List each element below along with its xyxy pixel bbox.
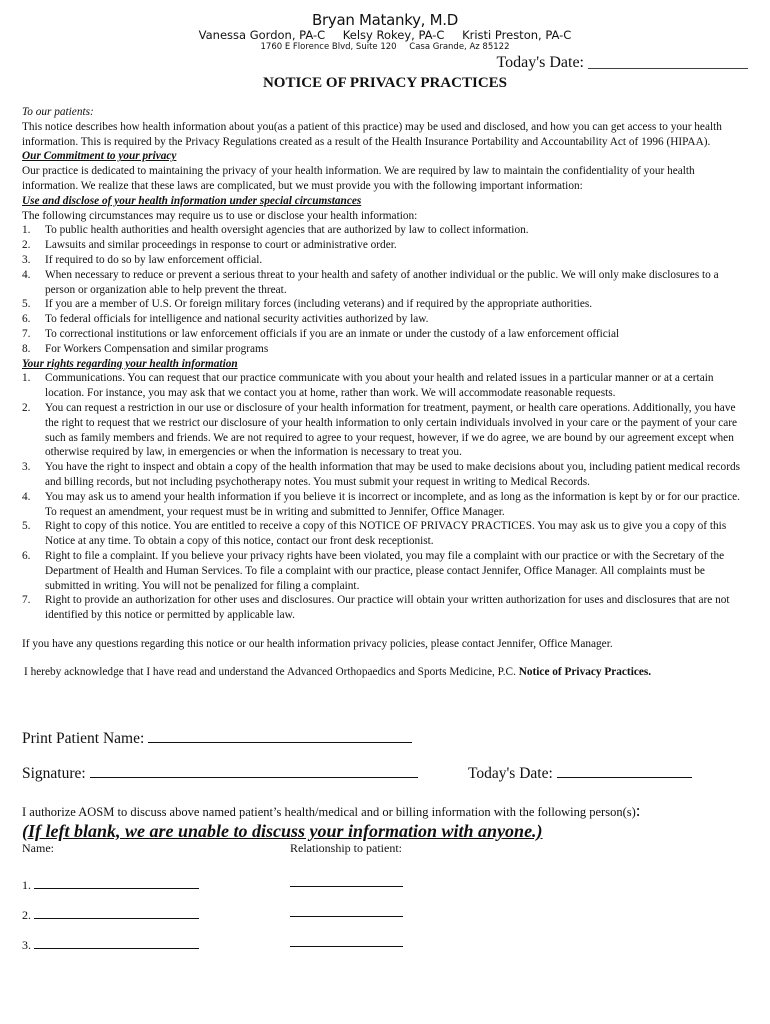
- todays-date-field[interactable]: [496, 54, 748, 72]
- item-number: 5.: [22, 520, 31, 533]
- list-item: [22, 593, 750, 623]
- item-number: 7.: [22, 327, 31, 340]
- item-text: When necessary to reduce or prevent a serious threat to your health and safety of another individual or the public. We will only make disclosures to a person or organization able to help prevent the threat.: [45, 268, 719, 296]
- authorization-colon: :: [635, 801, 641, 820]
- list-item: [22, 401, 750, 460]
- practice-address: [0, 42, 770, 52]
- signature-line[interactable]: [90, 763, 418, 778]
- staff-list: [0, 28, 770, 42]
- salutation: To our patients:: [22, 106, 94, 118]
- list-item: [22, 297, 750, 312]
- row-number: 1.: [22, 878, 31, 892]
- item-text: Lawsuits and similar proceedings in response to court or administrative order.: [45, 239, 397, 252]
- person-row[interactable]: [22, 874, 199, 893]
- acknowledgement-text: I hereby acknowledge that I have read and understand the Advanced Orthopaedics and Sports Medicine, P.C.: [24, 665, 519, 678]
- signature-label: Signature:: [22, 765, 86, 782]
- questions-paragraph: If you have any questions regarding this notice or our health information privacy policies, please contact Jennifer, Office Manager.: [22, 637, 613, 650]
- rights-list: [22, 371, 750, 623]
- person-row[interactable]: [22, 904, 199, 923]
- document-title: NOTICE OF PRIVACY PRACTICES: [262, 75, 508, 91]
- special-circumstances-list: [22, 223, 750, 356]
- address-city: Casa Grande, Az 85122: [409, 42, 510, 52]
- signature-date-field[interactable]: [468, 763, 692, 783]
- item-text: To public health authorities and health oversight agencies that are authorized by law to collect information.: [45, 224, 529, 237]
- item-text: If required to do so by law enforcement official.: [45, 253, 263, 266]
- item-text: You have the right to inspect and obtain a copy of the health information that may be used to make decisions about you, including patient medical records and billing records, but not including psychotherapy notes. You must submit your request in writing to Medical Records.: [45, 461, 741, 488]
- notice-body: [22, 105, 750, 679]
- item-number: 6.: [22, 549, 31, 562]
- relationship-column-header: Relationship to patient:: [290, 841, 402, 855]
- item-text: To federal officials for intelligence and national security activities authorized by law.: [45, 313, 429, 326]
- intro-paragraph: This notice describes how health information about you(as a patient of this practice) may be used and disclosed, and how you can get access to your health information. This is required by the Privacy Regulations created as a result of the Health Insurance Portability and Accountability Act of 1996 (HIPAA).: [22, 120, 722, 148]
- list-item: [22, 490, 750, 520]
- row-number: 2.: [22, 908, 31, 922]
- list-item: [22, 253, 750, 268]
- acknowledgement-bold: Notice of Privacy Practices.: [518, 665, 652, 678]
- name-column-header: Name:: [22, 841, 54, 855]
- staff-member: Vanessa Gordon, PA-C: [198, 28, 326, 42]
- print-name-label: Print Patient Name:: [22, 730, 145, 747]
- authorization-text: I authorize AOSM to discuss above named patient’s health/medical and or billing information with the following person(s): [22, 805, 636, 819]
- signature-date-line[interactable]: [557, 763, 692, 778]
- person-name-line[interactable]: [34, 874, 199, 889]
- item-number: 1.: [22, 372, 31, 385]
- item-text: Right to file a complaint. If you believe your privacy rights have been violated, you may file a complaint with our practice or with the Secretary of the Department of Health and Human Services. To file a complaint with our practice, please contact Jennifer, Office Manager. All complaints must be submitted in writing. You will not be penalized for filing a complaint.: [45, 549, 725, 592]
- list-item: [22, 342, 750, 357]
- item-number: 3.: [22, 253, 31, 266]
- row-number: 3.: [22, 938, 31, 952]
- person-name-line[interactable]: [34, 904, 199, 919]
- item-number: 2.: [22, 239, 31, 252]
- item-text: For Workers Compensation and similar programs: [45, 342, 269, 355]
- item-text: You can request a restriction in our use or disclosure of your health information for treatment, payment, or health care operations. Additionally, you have the right to request that we restrict our disclosure of your health information to only certain individuals involved in your care or the payment of your care such as family members and friends. We are not required to agree to your request, however, if we do agree, we are bound by our agreement except when otherwise required by law, in emergencies or when the information is necessary to treat you.: [45, 401, 738, 459]
- item-number: 7.: [22, 594, 31, 607]
- list-item: [22, 223, 750, 238]
- relationship-line[interactable]: [290, 916, 403, 917]
- item-number: 3.: [22, 461, 31, 474]
- list-item: [22, 549, 750, 593]
- commitment-heading: Our Commitment to your privacy: [22, 150, 177, 163]
- person-name-line[interactable]: [34, 934, 199, 949]
- item-number: 4.: [22, 490, 31, 503]
- item-number: 4.: [22, 268, 31, 281]
- todays-date-label: Today's Date:: [496, 54, 584, 71]
- item-number: 2.: [22, 401, 31, 414]
- special-intro: The following circumstances may require us to use or disclose your health information:: [22, 209, 418, 222]
- print-name-field[interactable]: [22, 728, 412, 748]
- item-text: To correctional institutions or law enforcement officials if you are an inmate or under the custody of a law enforcement official: [45, 327, 620, 340]
- list-item: [22, 268, 750, 298]
- list-item: [22, 238, 750, 253]
- item-text: Right to copy of this notice. You are entitled to receive a copy of this NOTICE OF PRIVACY PRACTICES. You may ask us to give you a copy of this Notice at any time. To obtain a copy of this notice, contact our front desk receptionist.: [45, 520, 727, 548]
- relationship-line[interactable]: [290, 946, 403, 947]
- signature-field[interactable]: [22, 763, 418, 783]
- signature-date-label: Today's Date:: [468, 765, 553, 782]
- rights-heading: Your rights regarding your health information: [22, 357, 238, 370]
- blank-warning: (If left blank, we are unable to discuss your information with anyone.): [22, 821, 543, 841]
- todays-date-blank[interactable]: ____________________: [588, 54, 748, 71]
- list-item: [22, 519, 750, 549]
- person-row[interactable]: [22, 934, 199, 953]
- list-item: [22, 312, 750, 327]
- special-heading: Use and disclose of your health information under special circumstances: [22, 194, 362, 207]
- item-text: If you are a member of U.S. Or foreign military forces (including veterans) and if required by the appropriate authorities.: [45, 298, 593, 311]
- acknowledgement: [22, 665, 750, 680]
- item-number: 8.: [22, 342, 31, 355]
- commitment-paragraph: Our practice is dedicated to maintaining the privacy of your health information. We are required by law to maintain the confidentiality of your health information. We realize that these laws are complicated, but we must provide you with the following important information:: [22, 165, 695, 192]
- item-text: You may ask us to amend your health information if you believe it is incorrect or incomplete, and as long as the information is kept by or for our practice. To request an amendment, your request must be in writing and submitted to Jennifer, Office Manager.: [45, 490, 741, 518]
- list-item: [22, 371, 750, 401]
- item-number: 6.: [22, 313, 31, 326]
- print-name-line[interactable]: [148, 728, 412, 743]
- list-item: [22, 327, 750, 342]
- address-street: 1760 E Florence Blvd, Suite 120: [260, 42, 397, 52]
- doctor-name: Bryan Matanky, M.D: [312, 11, 458, 29]
- item-text: Communications. You can request that our practice communicate with you about your health and related issues in a particular manner or at a certain location. For instance, you may ask that we contact you at home, rather than work. We will accommodate reasonable requests.: [45, 372, 714, 400]
- authorization-statement: [22, 801, 641, 821]
- item-number: 1.: [22, 224, 31, 237]
- staff-member: Kristi Preston, PA-C: [462, 28, 572, 42]
- relationship-line[interactable]: [290, 886, 403, 887]
- list-item: [22, 460, 750, 490]
- staff-member: Kelsy Rokey, PA-C: [342, 28, 445, 42]
- item-number: 5.: [22, 298, 31, 311]
- item-text: Right to provide an authorization for other uses and disclosures. Our practice will obtain your written authorization for uses and disclosures that are not identified by this notice or permitted by applicable law.: [45, 594, 730, 622]
